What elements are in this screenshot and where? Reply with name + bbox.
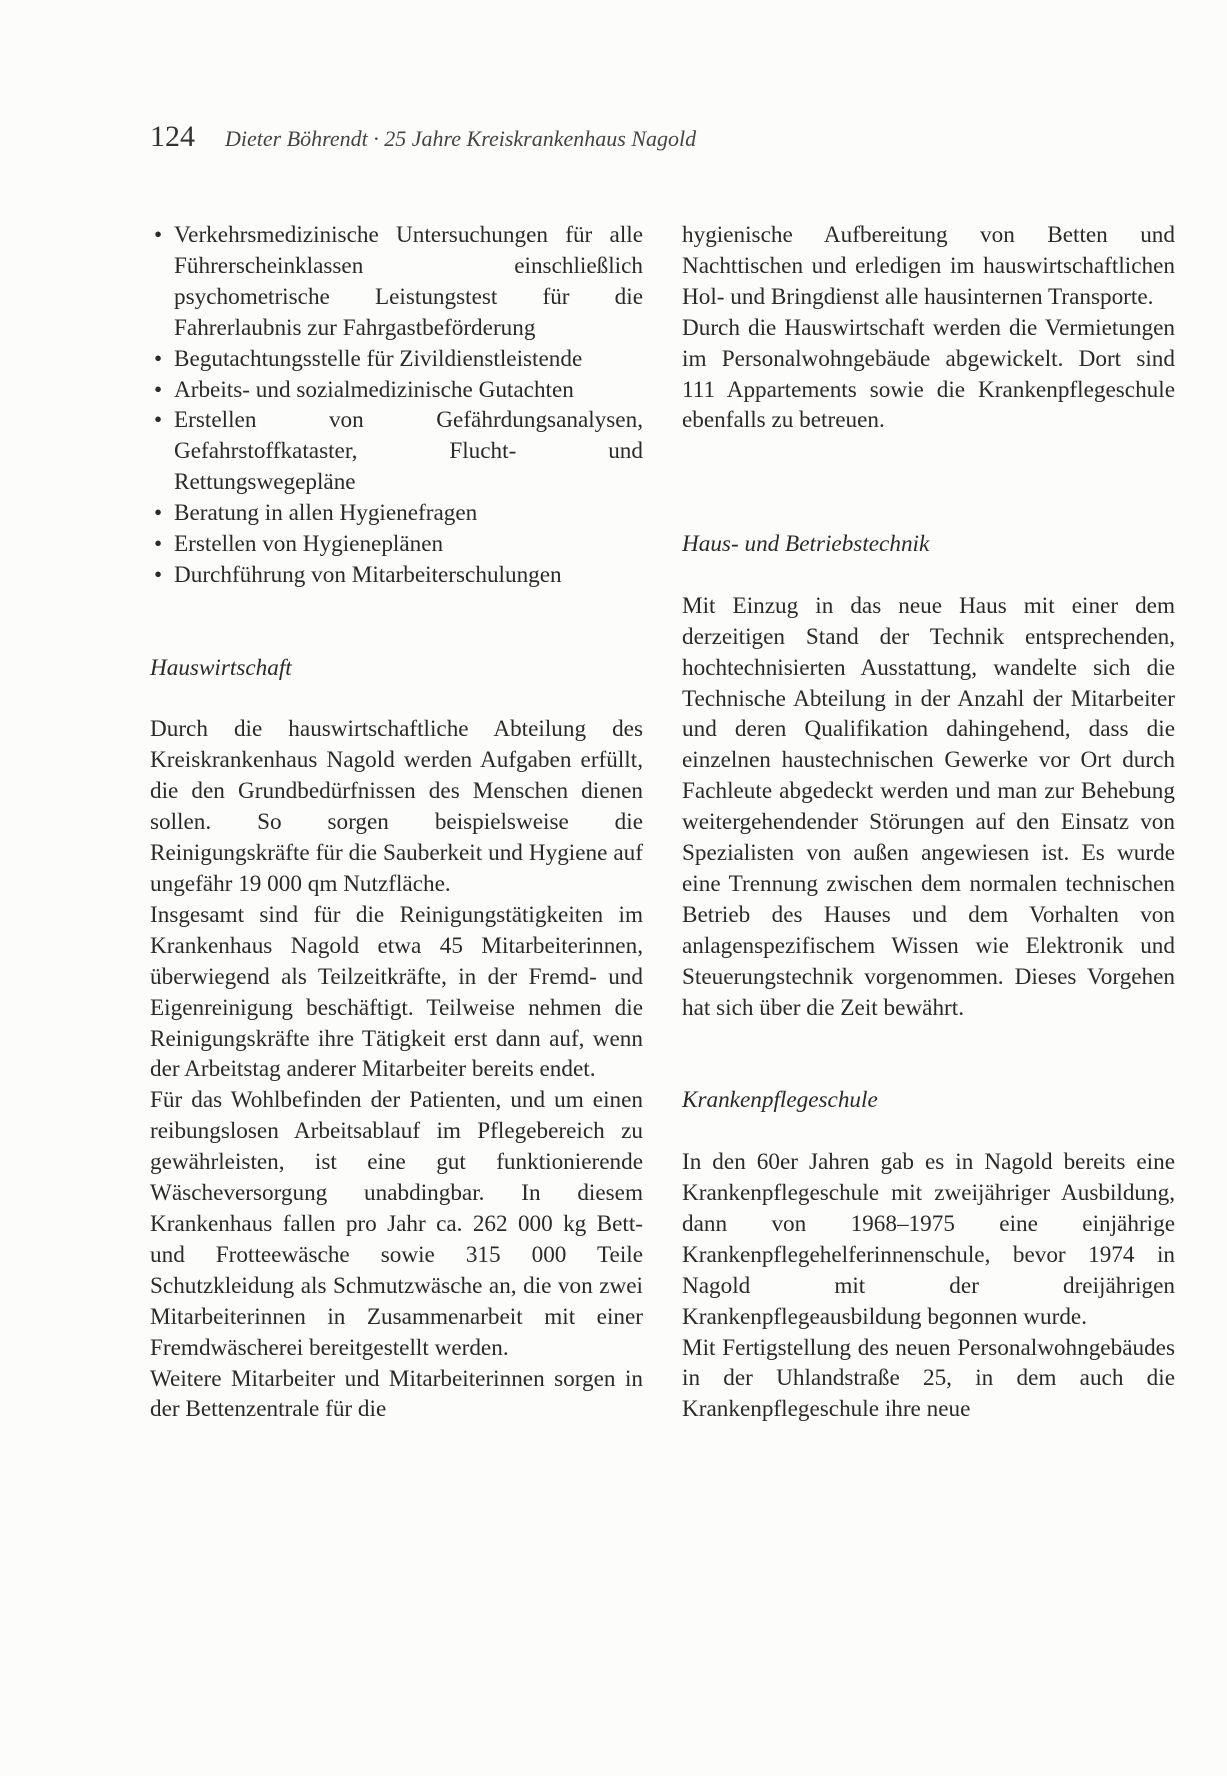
- list-item: • Arbeits- und sozialmedizinische Gutachten: [150, 375, 643, 406]
- bullet-icon: •: [154, 531, 163, 558]
- paragraph: In den 60er Jahren gab es in Nagold bereits eine Krankenpflegeschule mit zweijähriger Ausbildung, dann von 1968–1975 eine einjährige Krankenpflegehelferinnenschule, bevor 1974 in Nagold mit der dreijährigen Krankenpflegeausbildung begonnen wurde.: [682, 1149, 1175, 1330]
- paragraph: Durch die hauswirtschaftliche Abteilung des Kreiskrankenhaus Nagold werden Aufgaben erfüllt, die den Grundbedürfnissen des Menschen dienen sollen. So sorgen beispielsweise die Reinigungskräfte für die Sauberkeit und Hygiene auf ungefähr 19 000 qm Nutzfläche.: [150, 716, 643, 897]
- left-column: [150, 220, 643, 1425]
- page-number: 124: [150, 120, 195, 153]
- list-item: • Beratung in allen Hygienefragen: [150, 498, 643, 529]
- right-column: [682, 220, 1175, 1425]
- list-item: • Durchführung von Mitarbeiterschulungen: [150, 560, 643, 591]
- paragraph: Insgesamt sind für die Reinigungstätigkeiten im Krankenhaus Nagold etwa 45 Mitarbeiterinnen, überwiegend als Teilzeitkräfte, in der Fremd- und Eigenreinigung beschäftigt. Teilweise nehmen die Reinigungskräfte ihre Tätigkeit erst dann auf, wenn der Arbeitstag anderer Mitarbeiter bereits endet.: [150, 901, 643, 1083]
- heading-haus-und-betriebstechnik: Haus- und Betriebstechnik: [682, 531, 930, 558]
- paragraph: Weitere Mitarbeiter und Mitarbeiterinnen sorgen in der Bettenzentrale für die: [150, 1365, 643, 1423]
- list-item: • Erstellen von Hygieneplänen: [150, 529, 643, 560]
- list-item: • Begutachtungsstelle für Zivildienstleistende: [150, 344, 643, 375]
- bullet-icon: •: [154, 407, 163, 434]
- heading-krankenpflegeschule: Krankenpflegeschule: [682, 1087, 878, 1114]
- paragraph: Für das Wohlbefinden der Patienten, und um einen reibungslosen Arbeitsablauf im Pflegebereich zu gewährleisten, ist eine gut funktionierende Wäscheversorgung unabdingbar. In diesem Krankenhaus fallen pro Jahr ca. 262 000 kg Bett- und Frotteewäsche sowie 315 000 Teile Schutzkleidung als Schmutzwäsche an, die von zwei Mitarbeiterinnen in Zusammenarbeit mit einer Fremdwäscherei bereitgestellt werden.: [150, 1087, 643, 1361]
- running-title: Dieter Böhrendt · 25 Jahre Kreiskrankenhaus Nagold: [225, 126, 697, 151]
- service-list: [150, 220, 643, 591]
- bullet-icon: •: [154, 222, 163, 248]
- paragraph: hygienische Aufbereitung von Betten und Nachttischen und erledigen im hauswirtschaftlichen Hol- und Bringdienst alle hausinternen Transporte.: [682, 222, 1175, 310]
- list-item: • Verkehrsmedizinische Untersuchungen für alle Führerscheinklassen einschließlich psychometrische Leistungstest für die Fahrerlaubnis zur Fahrgastbeförderung: [154, 222, 643, 341]
- bullet-icon: •: [154, 376, 163, 403]
- paragraph: Mit Fertigstellung des neuen Personalwohngebäudes in der Uhlandstraße 25, in dem auch die Krankenpflegeschule ihre neue: [682, 1334, 1175, 1423]
- paragraph: Mit Einzug in das neue Haus mit einer dem derzeitigen Stand der Technik entsprechenden, hochtechnisierten Ausstattung, wandelte sich die Technische Abteilung in der Anzahl der Mitarbeiter und deren Qualifikation dahingehend, dass die einzelnen haustechnischen Gewerke vor Ort durch Fachleute abgedeckt werden und man zur Behebung weitergehendender Störungen auf den Einsatz von Spezialisten von außen angewiesen ist. Es wurde eine Trennung zwischen dem normalen technischen Betrieb des Hauses und dem Vorhalten von anlagenspezifischem Wissen wie Elektronik und Steuerungstechnik vorgenommen. Dieses Vorgehen hat sich über die Zeit bewährt.: [682, 592, 1175, 1021]
- heading-hauswirtschaft: Hauswirtschaft: [150, 654, 292, 681]
- list-item: • Erstellen von Gefährdungsanalysen, Gefahrstoffkataster, Flucht- und Rettungswegepläne: [154, 407, 643, 496]
- page-header: [150, 120, 696, 154]
- bullet-icon: •: [154, 561, 163, 588]
- bullet-icon: •: [154, 345, 163, 372]
- paragraph: Durch die Hauswirtschaft werden die Vermietungen im Personalwohngebäude abgewickelt. Dort sind 111 Appartements sowie die Krankenpflegeschule ebenfalls zu betreuen.: [682, 314, 1175, 434]
- bullet-icon: •: [154, 500, 163, 527]
